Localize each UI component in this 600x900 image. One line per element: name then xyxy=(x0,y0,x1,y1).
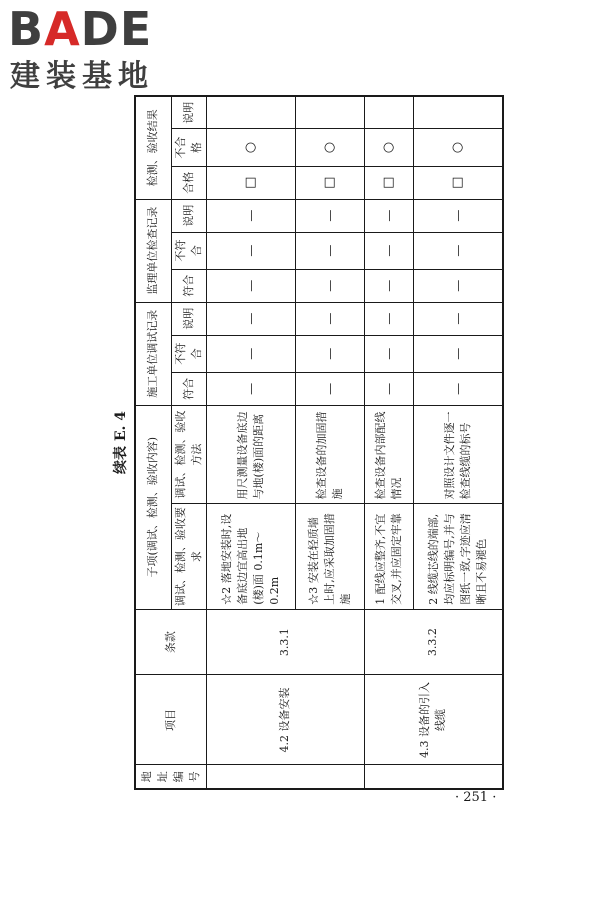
logo-accent-letter: A xyxy=(44,2,81,56)
header-acceptance: 检测、验收结果 xyxy=(135,96,171,199)
header-c-remark: 说明 xyxy=(171,302,206,335)
fail-radio[interactable]: ○ xyxy=(413,129,503,166)
table-row xyxy=(206,96,295,789)
method-cell: 对照设计文件逐一检查线缆的标号 xyxy=(413,405,503,504)
c-nonconform-cell: — xyxy=(413,335,503,372)
s-nonconform-cell: — xyxy=(413,232,503,269)
logo-subtitle: 建装基地 xyxy=(10,59,154,94)
fail-radio[interactable]: ○ xyxy=(295,129,364,166)
s-conform-cell: — xyxy=(364,269,413,302)
c-conform-cell: — xyxy=(364,372,413,405)
item-cell: 4.2 设备安装 xyxy=(206,675,364,765)
c-nonconform-cell: — xyxy=(295,335,364,372)
header-fail: 不合格 xyxy=(171,129,206,166)
c-conform-cell: — xyxy=(413,372,503,405)
item-cell: 4.3 设备的引入线缆 xyxy=(364,675,503,765)
fail-radio[interactable]: ○ xyxy=(206,129,295,166)
header-item: 项目 xyxy=(135,675,206,765)
header-method: 调试、检测、验收方法 xyxy=(171,405,206,504)
c-nonconform-cell: — xyxy=(364,335,413,372)
page-number: · 251 · xyxy=(455,790,497,805)
rotated-page xyxy=(110,95,505,790)
header-acc-remark: 说明 xyxy=(171,96,206,129)
header-address-code: 地址编号 xyxy=(135,765,206,789)
pass-checkbox[interactable]: □ xyxy=(295,166,364,199)
method-cell: 检查设备的加固措施 xyxy=(295,405,364,504)
address-code-cell xyxy=(364,765,503,789)
requirement-cell: 1 配线应整齐,不宜交叉,并应固定牢靠 xyxy=(364,504,413,609)
c-nonconform-cell: — xyxy=(206,335,295,372)
table-row xyxy=(364,96,413,789)
inspection-table xyxy=(134,95,504,790)
address-code-cell xyxy=(206,765,364,789)
header-c-conform: 符合 xyxy=(171,372,206,405)
header-s-conform: 符合 xyxy=(171,269,206,302)
pass-checkbox[interactable]: □ xyxy=(206,166,295,199)
header-constructor: 施工单位调试记录 xyxy=(135,302,171,405)
s-remark-cell: — xyxy=(413,199,503,232)
brand-logo xyxy=(8,4,208,100)
s-conform-cell: — xyxy=(206,269,295,302)
header-row-1 xyxy=(135,96,171,789)
table-title: 续表 E. 4 xyxy=(113,410,129,475)
s-nonconform-cell: — xyxy=(295,232,364,269)
s-conform-cell: — xyxy=(295,269,364,302)
header-requirement: 调试、检测、验收要求 xyxy=(171,504,206,609)
requirement-cell: ☆3 安装在轻质墙上时,应采取加固措施 xyxy=(295,504,364,609)
pass-checkbox[interactable]: □ xyxy=(364,166,413,199)
s-conform-cell: — xyxy=(413,269,503,302)
requirement-cell: 2 线缆芯线的端部,均应标明编号,并与图纸一致,字迹应清晰且不易褪色 xyxy=(413,504,503,609)
c-conform-cell: — xyxy=(206,372,295,405)
header-clause: 条款 xyxy=(135,609,206,675)
c-remark-cell: — xyxy=(364,302,413,335)
acc-remark-cell xyxy=(364,96,413,129)
c-remark-cell: — xyxy=(295,302,364,335)
header-sub-item: 子项(调试、检测、验收内容) xyxy=(135,405,171,609)
fail-radio[interactable]: ○ xyxy=(364,129,413,166)
c-conform-cell: — xyxy=(295,372,364,405)
header-s-remark: 说明 xyxy=(171,199,206,232)
s-remark-cell: — xyxy=(364,199,413,232)
method-cell: 检查设备内部配线情况 xyxy=(364,405,413,504)
logo-wordmark: BADE xyxy=(8,2,153,56)
s-nonconform-cell: — xyxy=(364,232,413,269)
pass-checkbox[interactable]: □ xyxy=(413,166,503,199)
header-c-nonconform: 不符合 xyxy=(171,335,206,372)
clause-cell: 3.3.2 xyxy=(364,609,503,675)
requirement-cell: ☆2 落地安装时,设备底边宜高出地(楼)面 0.1m～0.2m xyxy=(206,504,295,609)
s-remark-cell: — xyxy=(206,199,295,232)
method-cell: 用尺测量设备底边与地(楼)面的距离 xyxy=(206,405,295,504)
rotated-page-region xyxy=(110,95,505,790)
acc-remark-cell xyxy=(206,96,295,129)
c-remark-cell: — xyxy=(413,302,503,335)
header-pass: 合格 xyxy=(171,166,206,199)
acc-remark-cell xyxy=(413,96,503,129)
clause-cell: 3.3.1 xyxy=(206,609,364,675)
header-supervisor: 监理单位检查记录 xyxy=(135,199,171,302)
s-remark-cell: — xyxy=(295,199,364,232)
c-remark-cell: — xyxy=(206,302,295,335)
acc-remark-cell xyxy=(295,96,364,129)
header-s-nonconform: 不符合 xyxy=(171,232,206,269)
s-nonconform-cell: — xyxy=(206,232,295,269)
